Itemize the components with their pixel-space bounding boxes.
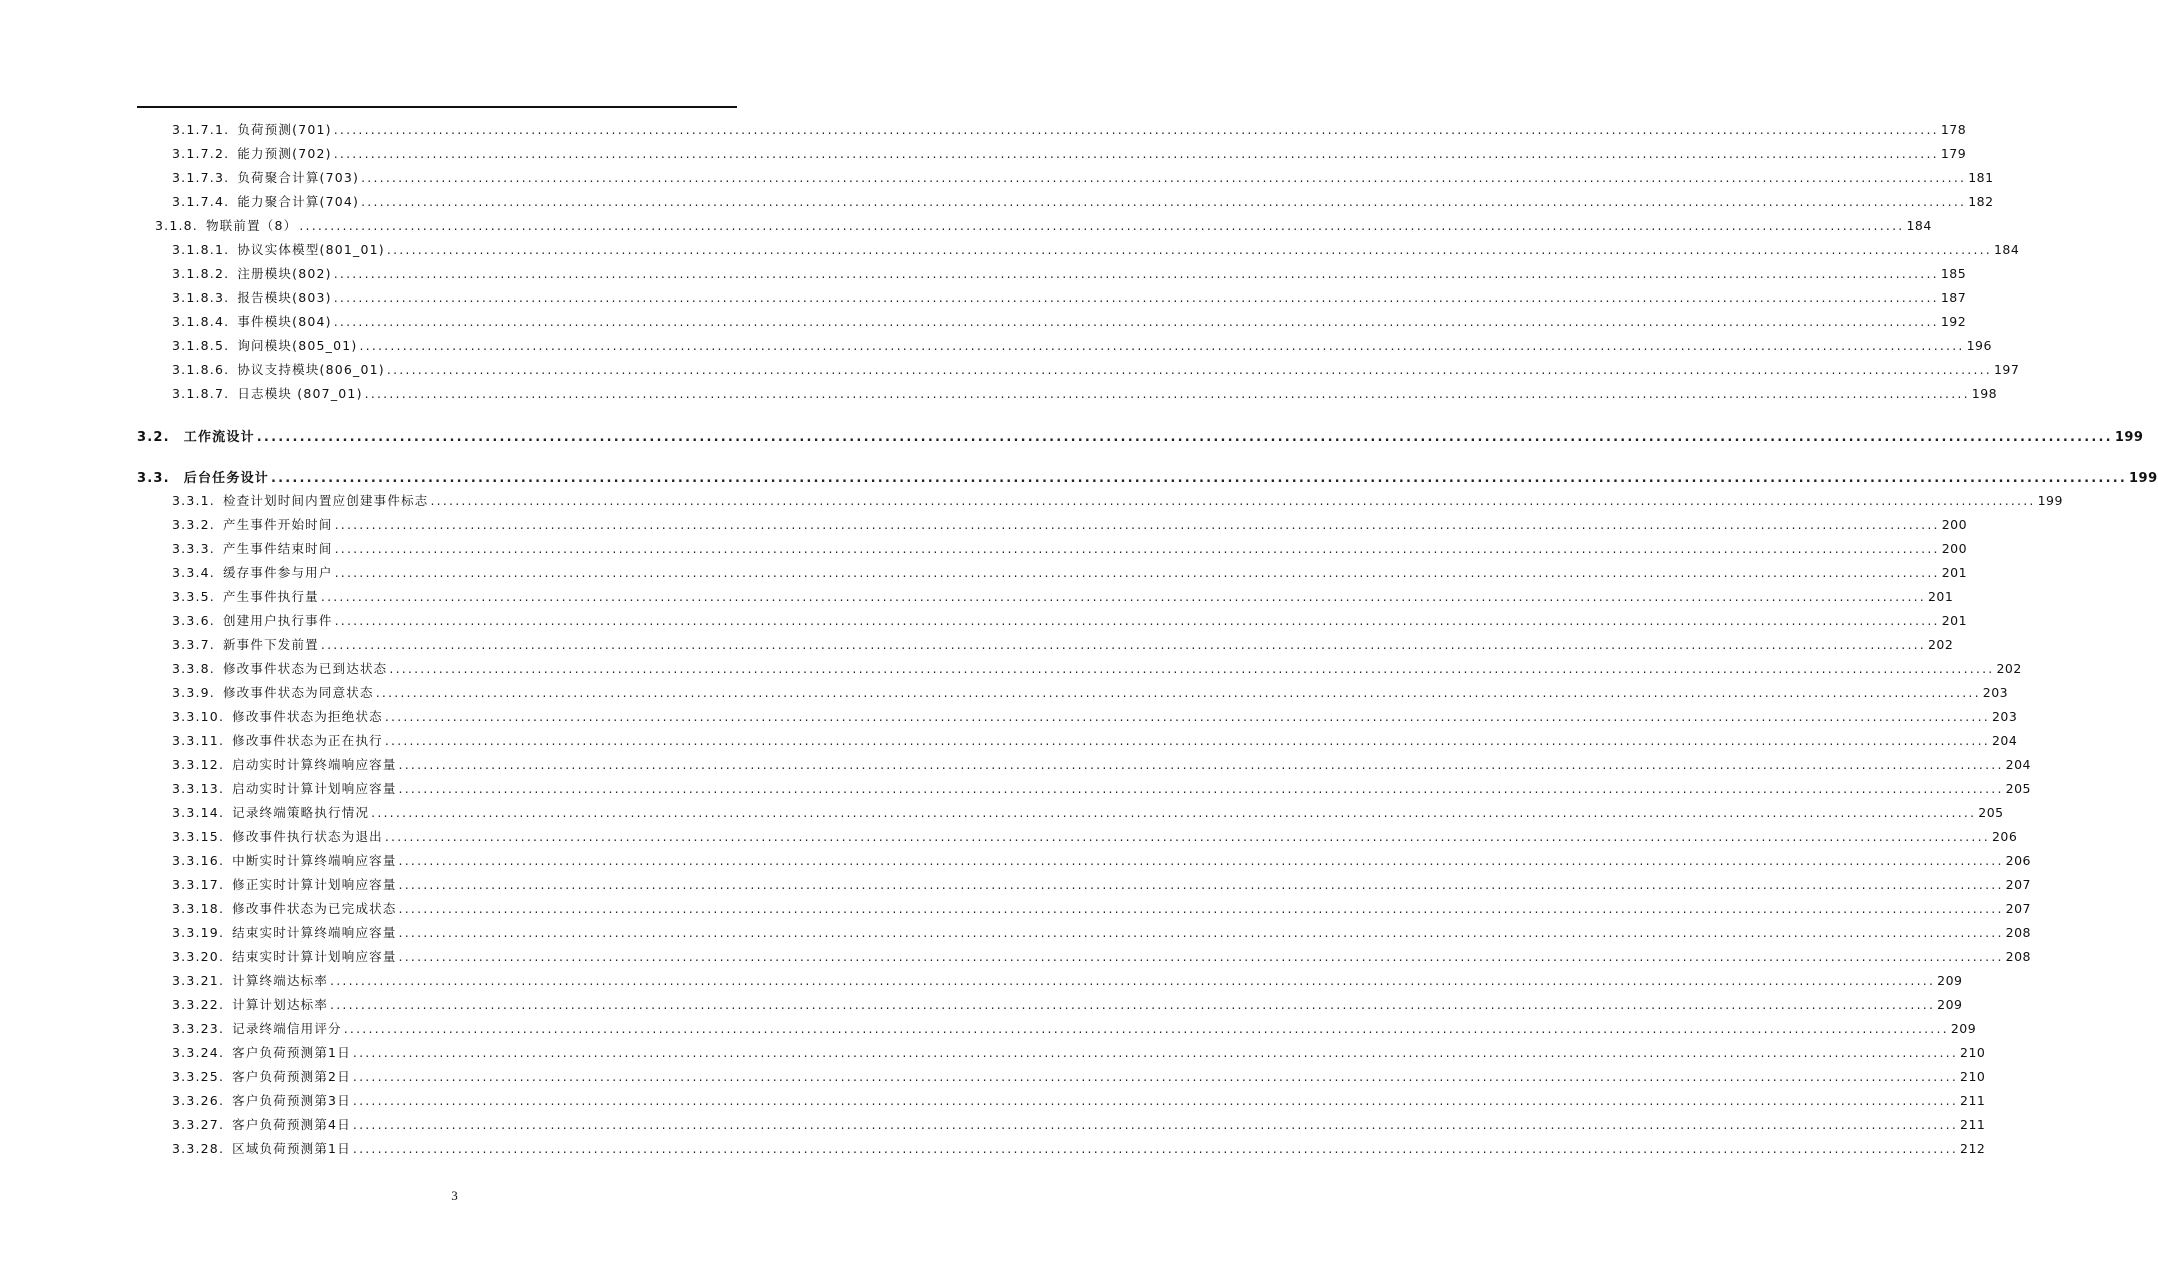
toc-entry[interactable] [172, 360, 2020, 380]
toc-entry-page: 200 [1941, 517, 1968, 532]
toc-dot-leader: .................................................................................................................................................................................................................................................................... [333, 122, 1939, 137]
toc-entry-page: 201 [1927, 589, 1954, 604]
toc-entry-number: 3.3.20. [172, 949, 225, 964]
toc-dot-leader: .................................................................................................................................................................................................................................................................... [361, 170, 1967, 185]
toc-entry-page: 181 [1968, 170, 1994, 185]
toc-entry-page: 199 [2037, 493, 2063, 508]
toc-entry[interactable] [172, 1115, 1986, 1135]
toc-entry-number: 3.3.7. [172, 637, 215, 652]
toc-dot-leader: .................................................................................................................................................................................................................................................................... [398, 877, 2004, 892]
toc-entry-number: 3.3.2. [172, 517, 215, 532]
toc-dot-leader: .................................................................................................................................................................................................................................................................... [398, 757, 2004, 772]
toc-entry-number: 3.3.27. [172, 1117, 225, 1132]
toc-entry-page: 187 [1940, 290, 1967, 305]
toc-entry-title: 协议支持模块(806_01) [237, 362, 385, 377]
toc-entry[interactable] [172, 336, 1992, 356]
toc-entry[interactable] [172, 779, 2031, 799]
toc-entry[interactable] [172, 288, 1967, 308]
toc-entry-page: 184 [1993, 242, 2020, 257]
toc-entry-page: 208 [2005, 925, 2031, 940]
toc-entry-title: 缓存事件参与用户 [222, 565, 333, 580]
toc-entry[interactable] [172, 491, 2063, 511]
toc-dot-leader: .................................................................................................................................................................................................................................................................... [371, 805, 1977, 820]
toc-entry-title: 检查计划时间内置应创建事件标志 [222, 493, 429, 508]
toc-entry-page: 206 [1991, 829, 2018, 844]
toc-entry-page: 201 [1941, 565, 1968, 580]
toc-entry-title: 区域负荷预测第1日 [232, 1141, 351, 1156]
toc-entry-title: 修改事件状态为同意状态 [222, 685, 374, 700]
toc-entry-title: 负荷聚合计算(703) [237, 170, 360, 185]
toc-entry-page: 197 [1993, 362, 2020, 377]
toc-entry-page: 209 [1950, 1021, 1977, 1036]
toc-entry-title: 产生事件开始时间 [222, 517, 333, 532]
toc-entry-number: 3.3.24. [172, 1045, 225, 1060]
toc-entry[interactable] [172, 539, 1968, 559]
toc-entry-number: 3.1.7.1. [172, 122, 230, 137]
toc-entry-title: 协议实体模型(801_01) [237, 242, 385, 257]
toc-entry-page: 178 [1940, 122, 1967, 137]
toc-entry-title: 计算计划达标率 [232, 997, 329, 1012]
toc-entry[interactable] [172, 144, 1967, 164]
toc-entry[interactable] [172, 1043, 1986, 1063]
toc-dot-leader: .................................................................................................................................................................................................................................................................... [398, 949, 2004, 964]
toc-entry-page: 204 [2005, 757, 2031, 772]
toc-entry-number: 3.3.4. [172, 565, 215, 580]
toc-dot-leader: .................................................................................................................................................................................................................................................................... [333, 314, 1939, 329]
toc-entry[interactable] [172, 515, 1968, 535]
toc-entry[interactable] [172, 851, 2031, 871]
toc-entry-title: 事件模块(804) [237, 314, 332, 329]
toc-entry-title: 中断实时计算终端响应容量 [232, 853, 397, 868]
toc-entry-number: 3.1.8.5. [172, 338, 230, 353]
toc-dot-leader: .................................................................................................................................................................................................................................................................... [334, 517, 1940, 532]
toc-entry[interactable] [172, 899, 2031, 919]
toc-entry-number: 3.1.7.2. [172, 146, 230, 161]
toc-entry-number: 3.3.11. [172, 733, 225, 748]
toc-dot-leader: .................................................................................................................................................................................................................................................................... [398, 781, 2004, 796]
toc-entry-number: 3.1.8. [155, 218, 198, 233]
toc-entry[interactable] [172, 755, 2031, 775]
page-number: 3 [451, 1188, 458, 1203]
toc-entry-page: 203 [1982, 685, 2009, 700]
toc-entry[interactable] [155, 216, 1932, 236]
toc-dot-leader: .................................................................................................................................................................................................................................................................... [386, 362, 1992, 377]
toc-dot-leader: .................................................................................................................................................................................................................................................................... [361, 194, 1967, 209]
toc-entry-title: 结束实时计算终端响应容量 [232, 925, 397, 940]
toc-dot-leader: .................................................................................................................................................................................................................................................................... [343, 1021, 1949, 1036]
toc-entry-title: 日志模块 (807_01) [237, 386, 363, 401]
toc-entry-title: 客户负荷预测第1日 [232, 1045, 351, 1060]
toc-entry-number: 3.3.14. [172, 805, 225, 820]
toc-entry-title: 修改事件执行状态为退出 [232, 829, 383, 844]
toc-entry-number: 3.3.26. [172, 1093, 225, 1108]
toc-entry-number: 3.1.7.3. [172, 170, 230, 185]
toc-dot-leader: .................................................................................................................................................................................................................................................................... [352, 1093, 1958, 1108]
toc-entry-number: 3.3.17. [172, 877, 225, 892]
toc-entry-page: 201 [1941, 613, 1968, 628]
toc-entry[interactable] [172, 707, 2018, 727]
toc-dot-leader: .................................................................................................................................................................................................................................................................... [352, 1117, 1958, 1132]
toc-entry-number: 3.1.8.2. [172, 266, 230, 281]
toc-dot-leader: .................................................................................................................................................................................................................................................................... [333, 290, 1939, 305]
toc-dot-leader: .................................................................................................................................................................................................................................................................... [384, 733, 1990, 748]
toc-entry-number: 3.3.6. [172, 613, 215, 628]
toc-dot-leader: .................................................................................................................................................................................................................................................................... [398, 853, 2004, 868]
toc-entry-page: 196 [1966, 338, 1992, 353]
toc-entry-number: 3.3.3. [172, 541, 215, 556]
toc-entry-page: 185 [1940, 266, 1967, 281]
toc-entry[interactable] [172, 875, 2031, 895]
toc-entry-number: 3.3.15. [172, 829, 225, 844]
toc-entry[interactable] [172, 264, 1967, 284]
toc-dot-leader: .................................................................................................................................................................................................................................................................... [299, 218, 1905, 233]
toc-entry[interactable] [172, 659, 2022, 679]
toc-entry-number: 3.3.21. [172, 973, 225, 988]
toc-entry-number: 3.3.1. [172, 493, 215, 508]
toc-entry-title: 物联前置（8） [205, 218, 298, 233]
toc-entry-number: 3.3.16. [172, 853, 225, 868]
toc-dot-leader: .................................................................................................................................................................................................................................................................... [270, 471, 2127, 486]
toc-dot-leader: .................................................................................................................................................................................................................................................................... [320, 637, 1926, 652]
toc-entry-number: 3.1.8.7. [172, 386, 230, 401]
toc-dot-leader: .................................................................................................................................................................................................................................................................... [352, 1141, 1958, 1156]
toc-entry-title: 修改事件状态为拒绝状态 [232, 709, 383, 724]
toc-entry-number: 3.1.8.4. [172, 314, 230, 329]
toc-entry-number: 3.3.13. [172, 781, 225, 796]
toc-entry-number: 3.3.18. [172, 901, 225, 916]
toc-entry[interactable] [172, 120, 1967, 140]
toc-entry-number: 3.3.25. [172, 1069, 225, 1084]
toc-entry[interactable] [172, 384, 1998, 404]
toc-entry[interactable] [172, 923, 2031, 943]
toc-entry-page: 212 [1960, 1141, 1986, 1156]
toc-dot-leader: .................................................................................................................................................................................................................................................................... [333, 146, 1939, 161]
toc-entry-page: 208 [2005, 949, 2031, 964]
toc-dot-leader: .................................................................................................................................................................................................................................................................... [430, 493, 2036, 508]
toc-entry-number: 3.3.5. [172, 589, 215, 604]
toc-entry[interactable] [172, 563, 1968, 583]
toc-entry-title: 工作流设计 [183, 430, 255, 445]
toc-entry-page: 204 [1991, 733, 2018, 748]
toc-entry[interactable] [172, 683, 2009, 703]
toc-entry-page: 205 [1978, 805, 2004, 820]
toc-entry-title: 记录终端信用评分 [232, 1021, 342, 1036]
toc-entry-number: 3.1.7.4. [172, 194, 230, 209]
toc-entry[interactable] [172, 995, 1963, 1015]
toc-entry-title: 创建用户执行事件 [222, 613, 333, 628]
toc-dot-leader: .................................................................................................................................................................................................................................................................... [330, 997, 1936, 1012]
toc-dot-leader: .................................................................................................................................................................................................................................................................... [334, 565, 1940, 580]
toc-dot-leader: .................................................................................................................................................................................................................................................................... [320, 589, 1926, 604]
toc-entry-number: 3.3.12. [172, 757, 225, 772]
toc-dot-leader: .................................................................................................................................................................................................................................................................... [364, 386, 1970, 401]
toc-entry-page: 200 [1941, 541, 1968, 556]
toc-dot-leader: .................................................................................................................................................................................................................................................................... [352, 1069, 1958, 1084]
toc-entry-number: 3.3.10. [172, 709, 225, 724]
toc-entry-page: 211 [1960, 1093, 1986, 1108]
toc-dot-leader: .................................................................................................................................................................................................................................................................... [384, 709, 1990, 724]
toc-entry-number: 3.2. [137, 430, 170, 445]
toc-entry-title: 修正实时计算计划响应容量 [232, 877, 397, 892]
toc-entry-page: 184 [1906, 218, 1932, 233]
toc-entry-number: 3.1.8.6. [172, 362, 230, 377]
toc-entry[interactable] [137, 467, 2158, 487]
toc-entry-number: 3.3.22. [172, 997, 225, 1012]
toc-entry-title: 记录终端策略执行情况 [232, 805, 370, 820]
toc-dot-leader: .................................................................................................................................................................................................................................................................... [389, 661, 1995, 676]
toc-entry-title: 修改事件状态为已到达状态 [222, 661, 388, 676]
toc-entry[interactable] [172, 1091, 1986, 1111]
toc-entry-page: 210 [1960, 1045, 1986, 1060]
toc-dot-leader: .................................................................................................................................................................................................................................................................... [398, 901, 2004, 916]
toc-entry-page: 202 [1927, 637, 1954, 652]
toc-entry-title: 负荷预测(701) [237, 122, 332, 137]
toc-entry-page: 210 [1960, 1069, 1986, 1084]
toc-entry-page: 209 [1937, 997, 1963, 1012]
toc-entry-page: 198 [1971, 386, 1998, 401]
toc-entry-title: 询问模块(805_01) [237, 338, 358, 353]
toc-entry-number: 3.3.19. [172, 925, 225, 940]
toc-entry-title: 启动实时计算计划响应容量 [232, 781, 397, 796]
toc-entry[interactable] [172, 1067, 1986, 1087]
toc-entry[interactable] [172, 168, 1994, 188]
toc-entry[interactable] [172, 635, 1954, 655]
toc-entry-number: 3.1.8.1. [172, 242, 230, 257]
toc-entry-title: 修改事件状态为已完成状态 [232, 901, 397, 916]
toc-dot-leader: .................................................................................................................................................................................................................................................................... [386, 242, 1992, 257]
toc-entry[interactable] [172, 1019, 1977, 1039]
toc-dot-leader: .................................................................................................................................................................................................................................................................... [334, 613, 1940, 628]
toc-entry-page: 199 [2129, 471, 2158, 486]
toc-dot-leader: .................................................................................................................................................................................................................................................................... [352, 1045, 1958, 1060]
toc-entry-title: 结束实时计算计划响应容量 [232, 949, 397, 964]
toc-entry-page: 203 [1991, 709, 2018, 724]
toc-dot-leader: .................................................................................................................................................................................................................................................................... [334, 541, 1940, 556]
toc-dot-leader: .................................................................................................................................................................................................................................................................... [330, 973, 1936, 988]
toc-entry[interactable] [172, 803, 2004, 823]
toc-entry[interactable] [172, 192, 1994, 212]
toc-entry-title: 后台任务设计 [183, 471, 269, 486]
toc-entry-title: 启动实时计算终端响应容量 [232, 757, 397, 772]
toc-entry-number: 3.3. [137, 471, 170, 486]
toc-entry-title: 客户负荷预测第3日 [232, 1093, 351, 1108]
toc-entry-title: 产生事件执行量 [222, 589, 319, 604]
toc-entry-page: 205 [2005, 781, 2031, 796]
toc-entry-title: 新事件下发前置 [222, 637, 319, 652]
toc-entry[interactable] [172, 587, 1954, 607]
toc-entry[interactable] [172, 971, 1963, 991]
toc-entry[interactable] [172, 827, 2018, 847]
toc-entry-page: 206 [2005, 853, 2031, 868]
toc-entry-page: 211 [1960, 1117, 1986, 1132]
toc-entry-number: 3.3.8. [172, 661, 215, 676]
toc-entry-title: 客户负荷预测第4日 [232, 1117, 351, 1132]
toc-entry-page: 192 [1940, 314, 1967, 329]
toc-entry-title: 产生事件结束时间 [222, 541, 333, 556]
toc-entry-page: 207 [2005, 877, 2031, 892]
toc-entry-number: 3.3.28. [172, 1141, 225, 1156]
toc-entry-number: 3.3.23. [172, 1021, 225, 1036]
toc-entry-page: 209 [1937, 973, 1963, 988]
toc-entry-page: 199 [2114, 430, 2144, 445]
toc-entry[interactable] [172, 611, 1968, 631]
toc-entry-title: 报告模块(803) [237, 290, 332, 305]
toc-entry-number: 3.3.9. [172, 685, 215, 700]
toc-entry-title: 客户负荷预测第2日 [232, 1069, 351, 1084]
toc-dot-leader: .................................................................................................................................................................................................................................................................... [333, 266, 1939, 281]
toc-entry-title: 注册模块(802) [237, 266, 332, 281]
toc-dot-leader: .................................................................................................................................................................................................................................................................... [384, 829, 1990, 844]
toc-dot-leader: .................................................................................................................................................................................................................................................................... [256, 430, 2113, 445]
toc-dot-leader: .................................................................................................................................................................................................................................................................... [359, 338, 1965, 353]
toc-dot-leader: .................................................................................................................................................................................................................................................................... [398, 925, 2004, 940]
toc-entry-page: 202 [1996, 661, 2022, 676]
toc-entry-title: 修改事件状态为正在执行 [232, 733, 383, 748]
toc-entry[interactable] [172, 1139, 1986, 1159]
toc-entry-number: 3.1.8.3. [172, 290, 230, 305]
toc-entry-page: 207 [2005, 901, 2031, 916]
toc-entry[interactable] [172, 947, 2031, 967]
toc-entry-title: 能力聚合计算(704) [237, 194, 360, 209]
toc-entry[interactable] [172, 240, 2020, 260]
toc-entry[interactable] [172, 731, 2018, 751]
toc-entry-title: 计算终端达标率 [232, 973, 329, 988]
toc-entry-title: 能力预测(702) [237, 146, 332, 161]
toc-entry-page: 182 [1968, 194, 1994, 209]
toc-entry-page: 179 [1940, 146, 1967, 161]
toc-entry[interactable] [137, 426, 2144, 446]
toc-dot-leader: .................................................................................................................................................................................................................................................................... [375, 685, 1981, 700]
toc-entry[interactable] [172, 312, 1967, 332]
